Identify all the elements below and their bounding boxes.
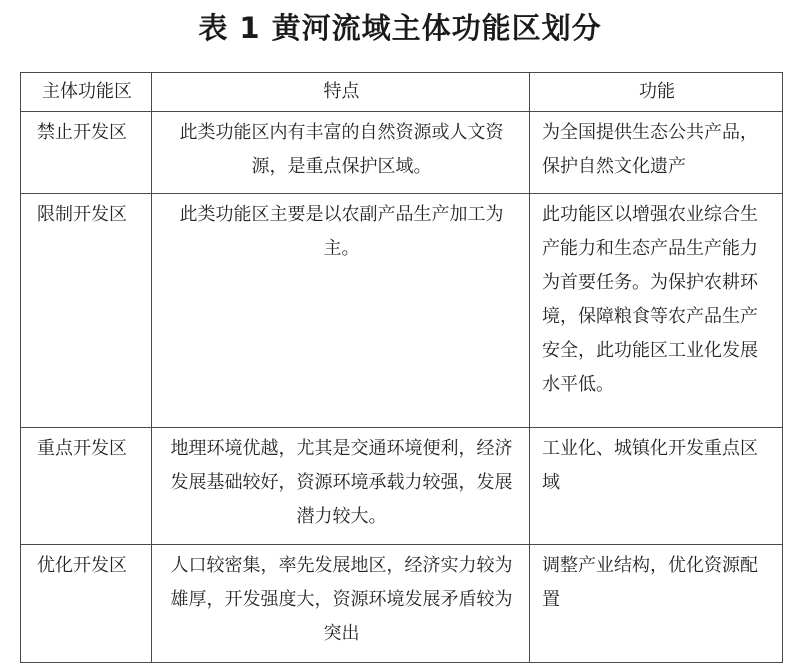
function-cell: 此功能区以增强农业综合生产能力和生态产品生产能力为首要任务。为保护农耕环境，保障粮食等农产品生产安全，此功能区工业化发展水平低。 <box>530 194 783 428</box>
function-cell: 为全国提供生态公共产品，保护自然文化遗产 <box>530 112 783 194</box>
feature-cell: 地理环境优越，尤其是交通环境便利，经济发展基础较好，资源环境承载力较强，发展潜力较大。 <box>152 428 530 545</box>
zone-cell: 禁止开发区 <box>21 112 152 194</box>
function-cell: 调整产业结构，优化资源配置 <box>530 545 783 663</box>
feature-cell: 人口较密集，率先发展地区，经济实力较为雄厚，开发强度大，资源环境发展矛盾较为突出 <box>152 545 530 663</box>
table-row <box>21 428 783 545</box>
table-row <box>21 194 783 428</box>
function-cell: 工业化、城镇化开发重点区域 <box>530 428 783 545</box>
feature-cell: 此类功能区内有丰富的自然资源或人文资源，是重点保护区域。 <box>152 112 530 194</box>
function-zone-table <box>20 72 783 663</box>
feature-cell: 此类功能区主要是以农副产品生产加工为主。 <box>152 194 530 428</box>
column-header-function: 功能 <box>530 73 783 112</box>
page-title: 表 1 黄河流域主体功能区划分 <box>198 11 602 45</box>
zone-cell: 限制开发区 <box>21 194 152 428</box>
table-row <box>21 545 783 663</box>
table-header-row <box>21 73 783 112</box>
table-row <box>21 112 783 194</box>
zone-cell: 优化开发区 <box>21 545 152 663</box>
zone-cell: 重点开发区 <box>21 428 152 545</box>
column-header-feature: 特点 <box>152 73 530 112</box>
column-header-zone: 主体功能区 <box>21 73 152 112</box>
